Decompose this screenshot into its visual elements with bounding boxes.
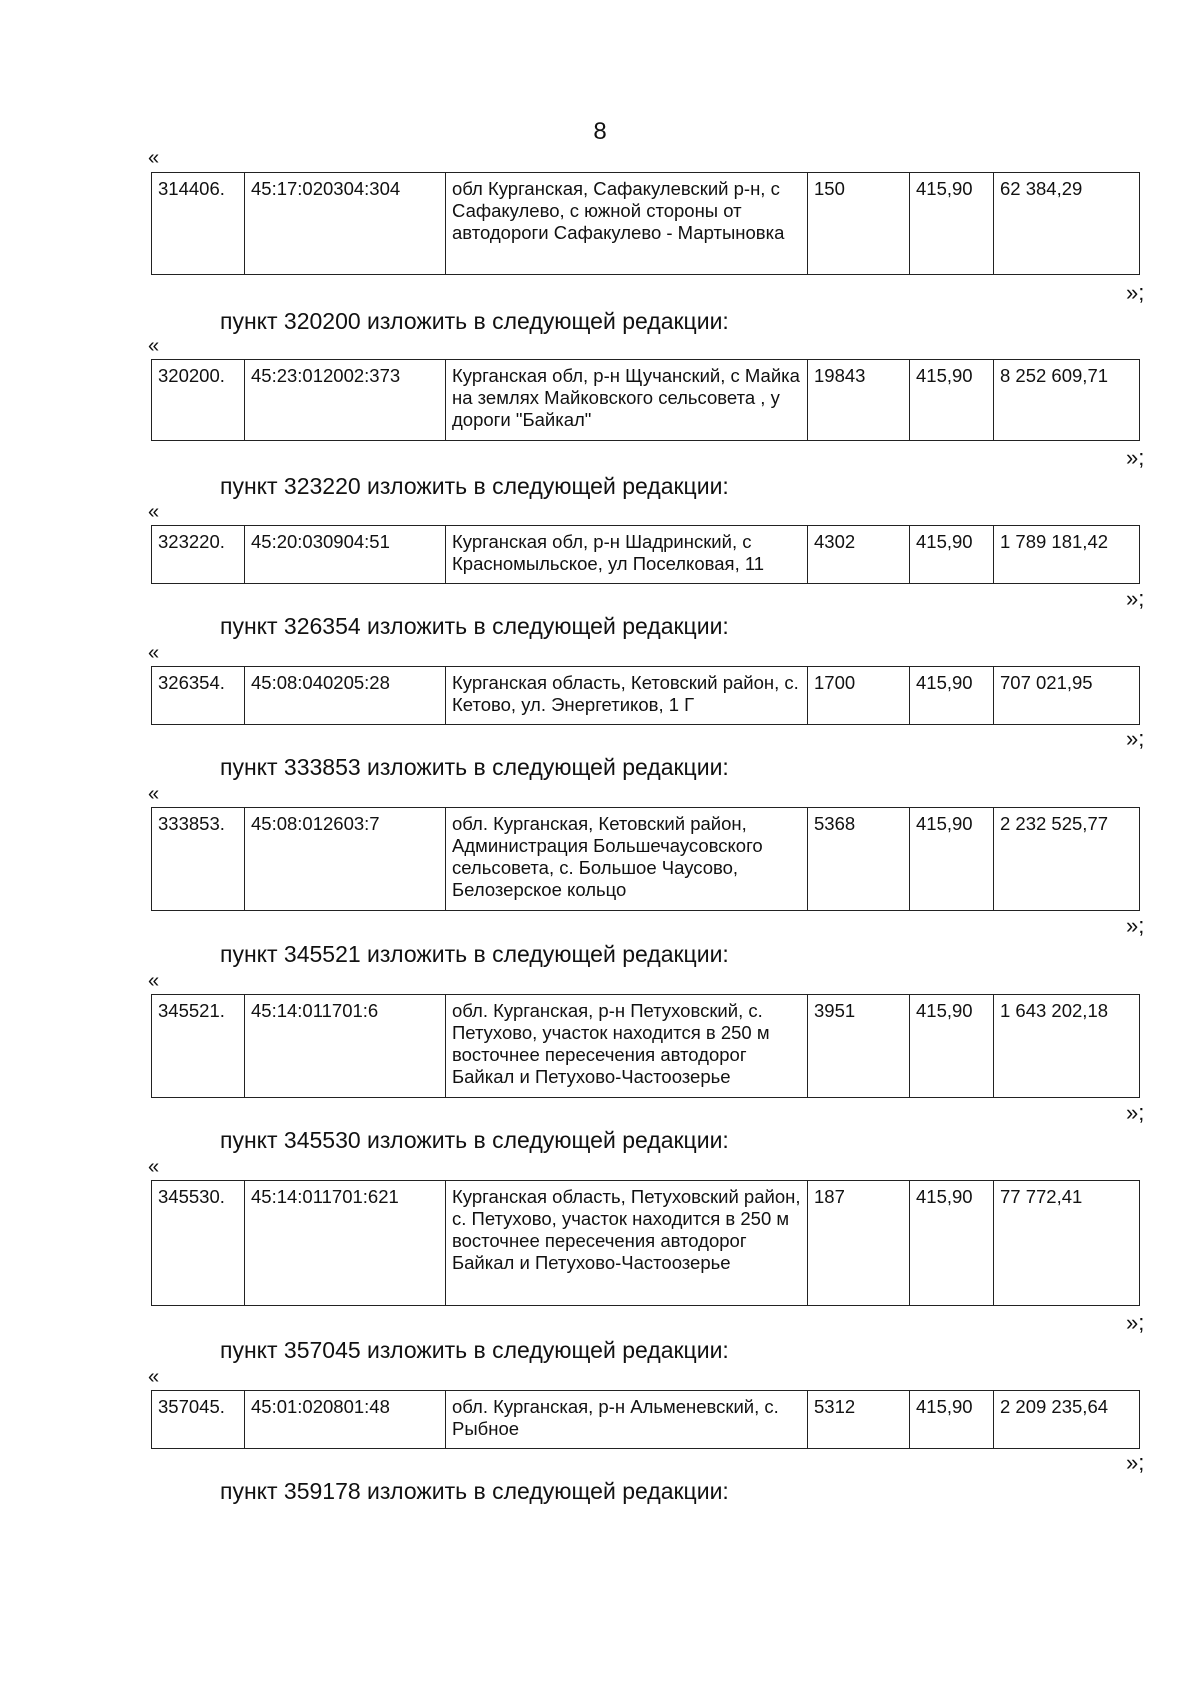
area-cell: 4302	[808, 526, 910, 584]
value-cell: 2 232 525,77	[994, 808, 1140, 911]
area-cell: 3951	[808, 995, 910, 1098]
close-quote: »;	[1126, 586, 1145, 611]
close-quote: »;	[1126, 1450, 1145, 1475]
entry-table	[151, 359, 1140, 441]
area-cell: 19843	[808, 360, 910, 441]
section-heading: пункт 323220 изложить в следующей редакции:	[220, 473, 729, 499]
item-number-cell: 333853.	[152, 808, 245, 911]
address-cell: обл. Курганская, р-н Петуховский, с. Петухово, участок находится в 250 м восточнее пересечения автодорог Байкал и Петухово-Частоозерье	[446, 995, 808, 1098]
cadastral-number-cell: 45:08:012603:7	[245, 808, 446, 911]
item-number-cell: 314406.	[152, 173, 245, 275]
section-heading: пункт 357045 изложить в следующей редакции:	[220, 1337, 729, 1363]
entry-table	[151, 1390, 1140, 1449]
close-quote: »;	[1126, 280, 1145, 305]
section-heading: пункт 345530 изложить в следующей редакции:	[220, 1127, 729, 1153]
open-quote: «	[148, 147, 160, 169]
entry-table	[151, 666, 1140, 725]
address-cell: Курганская область, Кетовский район, с. Кетово, ул. Энергетиков, 1 Г	[446, 667, 808, 725]
cadastral-number-cell: 45:08:040205:28	[245, 667, 446, 725]
address-cell: обл Курганская, Сафакулевский р-н, с Сафакулево, с южной стороны от автодороги Сафакулево - Мартыновка	[446, 173, 808, 275]
address-cell: Курганская обл, р-н Шадринский, с Красномыльское, ул Поселковая, 11	[446, 526, 808, 584]
section-heading: пункт 320200 изложить в следующей редакции:	[220, 308, 729, 334]
rate-cell: 415,90	[910, 1181, 994, 1306]
open-quote: «	[148, 970, 160, 992]
item-number-cell: 345530.	[152, 1181, 245, 1306]
rate-cell: 415,90	[910, 808, 994, 911]
table-row	[152, 1391, 1140, 1449]
section-heading: пункт 333853 изложить в следующей редакции:	[220, 754, 729, 780]
rate-cell: 415,90	[910, 667, 994, 725]
address-cell: Курганская область, Петуховский район, с. Петухово, участок находится в 250 м восточнее пересечения автодорог Байкал и Петухово-Частоозерье	[446, 1181, 808, 1306]
cadastral-number-cell: 45:23:012002:373	[245, 360, 446, 441]
cadastral-number-cell: 45:01:020801:48	[245, 1391, 446, 1449]
value-cell: 77 772,41	[994, 1181, 1140, 1306]
item-number-cell: 345521.	[152, 995, 245, 1098]
area-cell: 5312	[808, 1391, 910, 1449]
cadastral-number-cell: 45:20:030904:51	[245, 526, 446, 584]
open-quote: «	[148, 1156, 160, 1178]
area-cell: 1700	[808, 667, 910, 725]
cadastral-number-cell: 45:17:020304:304	[245, 173, 446, 275]
entry-table	[151, 807, 1140, 911]
entry-table	[151, 525, 1140, 584]
value-cell: 1 643 202,18	[994, 995, 1140, 1098]
area-cell: 150	[808, 173, 910, 275]
address-cell: Курганская обл, р-н Щучанский, с Майка на землях Майковского сельсовета , у дороги "Байкал"	[446, 360, 808, 441]
table-row	[152, 808, 1140, 911]
page-number: 8	[593, 118, 607, 145]
section-heading: пункт 326354 изложить в следующей редакции:	[220, 613, 729, 639]
section-heading: пункт 359178 изложить в следующей редакции:	[220, 1478, 729, 1504]
close-quote: »;	[1126, 1100, 1145, 1125]
entry-table	[151, 1180, 1140, 1306]
table-row	[152, 173, 1140, 275]
open-quote: «	[148, 783, 160, 805]
rate-cell: 415,90	[910, 995, 994, 1098]
close-quote: »;	[1126, 445, 1145, 470]
address-cell: обл. Курганская, р-н Альменевский, с. Рыбное	[446, 1391, 808, 1449]
entry-table	[151, 172, 1140, 275]
value-cell: 1 789 181,42	[994, 526, 1140, 584]
cadastral-number-cell: 45:14:011701:6	[245, 995, 446, 1098]
section-heading: пункт 345521 изложить в следующей редакции:	[220, 941, 729, 967]
item-number-cell: 357045.	[152, 1391, 245, 1449]
value-cell: 62 384,29	[994, 173, 1140, 275]
item-number-cell: 320200.	[152, 360, 245, 441]
table-row	[152, 526, 1140, 584]
rate-cell: 415,90	[910, 173, 994, 275]
entry-table	[151, 994, 1140, 1098]
table-row	[152, 1181, 1140, 1306]
open-quote: «	[148, 501, 160, 523]
value-cell: 2 209 235,64	[994, 1391, 1140, 1449]
value-cell: 8 252 609,71	[994, 360, 1140, 441]
cadastral-number-cell: 45:14:011701:621	[245, 1181, 446, 1306]
close-quote: »;	[1126, 913, 1145, 938]
table-row	[152, 995, 1140, 1098]
rate-cell: 415,90	[910, 360, 994, 441]
address-cell: обл. Курганская, Кетовский район, Администрация Большечаусовского сельсовета, с. Большое Чаусово, Белозерское кольцо	[446, 808, 808, 911]
table-row	[152, 667, 1140, 725]
table-row	[152, 360, 1140, 441]
item-number-cell: 326354.	[152, 667, 245, 725]
rate-cell: 415,90	[910, 1391, 994, 1449]
close-quote: »;	[1126, 726, 1145, 751]
open-quote: «	[148, 642, 160, 664]
rate-cell: 415,90	[910, 526, 994, 584]
item-number-cell: 323220.	[152, 526, 245, 584]
area-cell: 5368	[808, 808, 910, 911]
value-cell: 707 021,95	[994, 667, 1140, 725]
close-quote: »;	[1126, 1310, 1145, 1335]
open-quote: «	[148, 1366, 160, 1388]
area-cell: 187	[808, 1181, 910, 1306]
open-quote: «	[148, 335, 160, 357]
